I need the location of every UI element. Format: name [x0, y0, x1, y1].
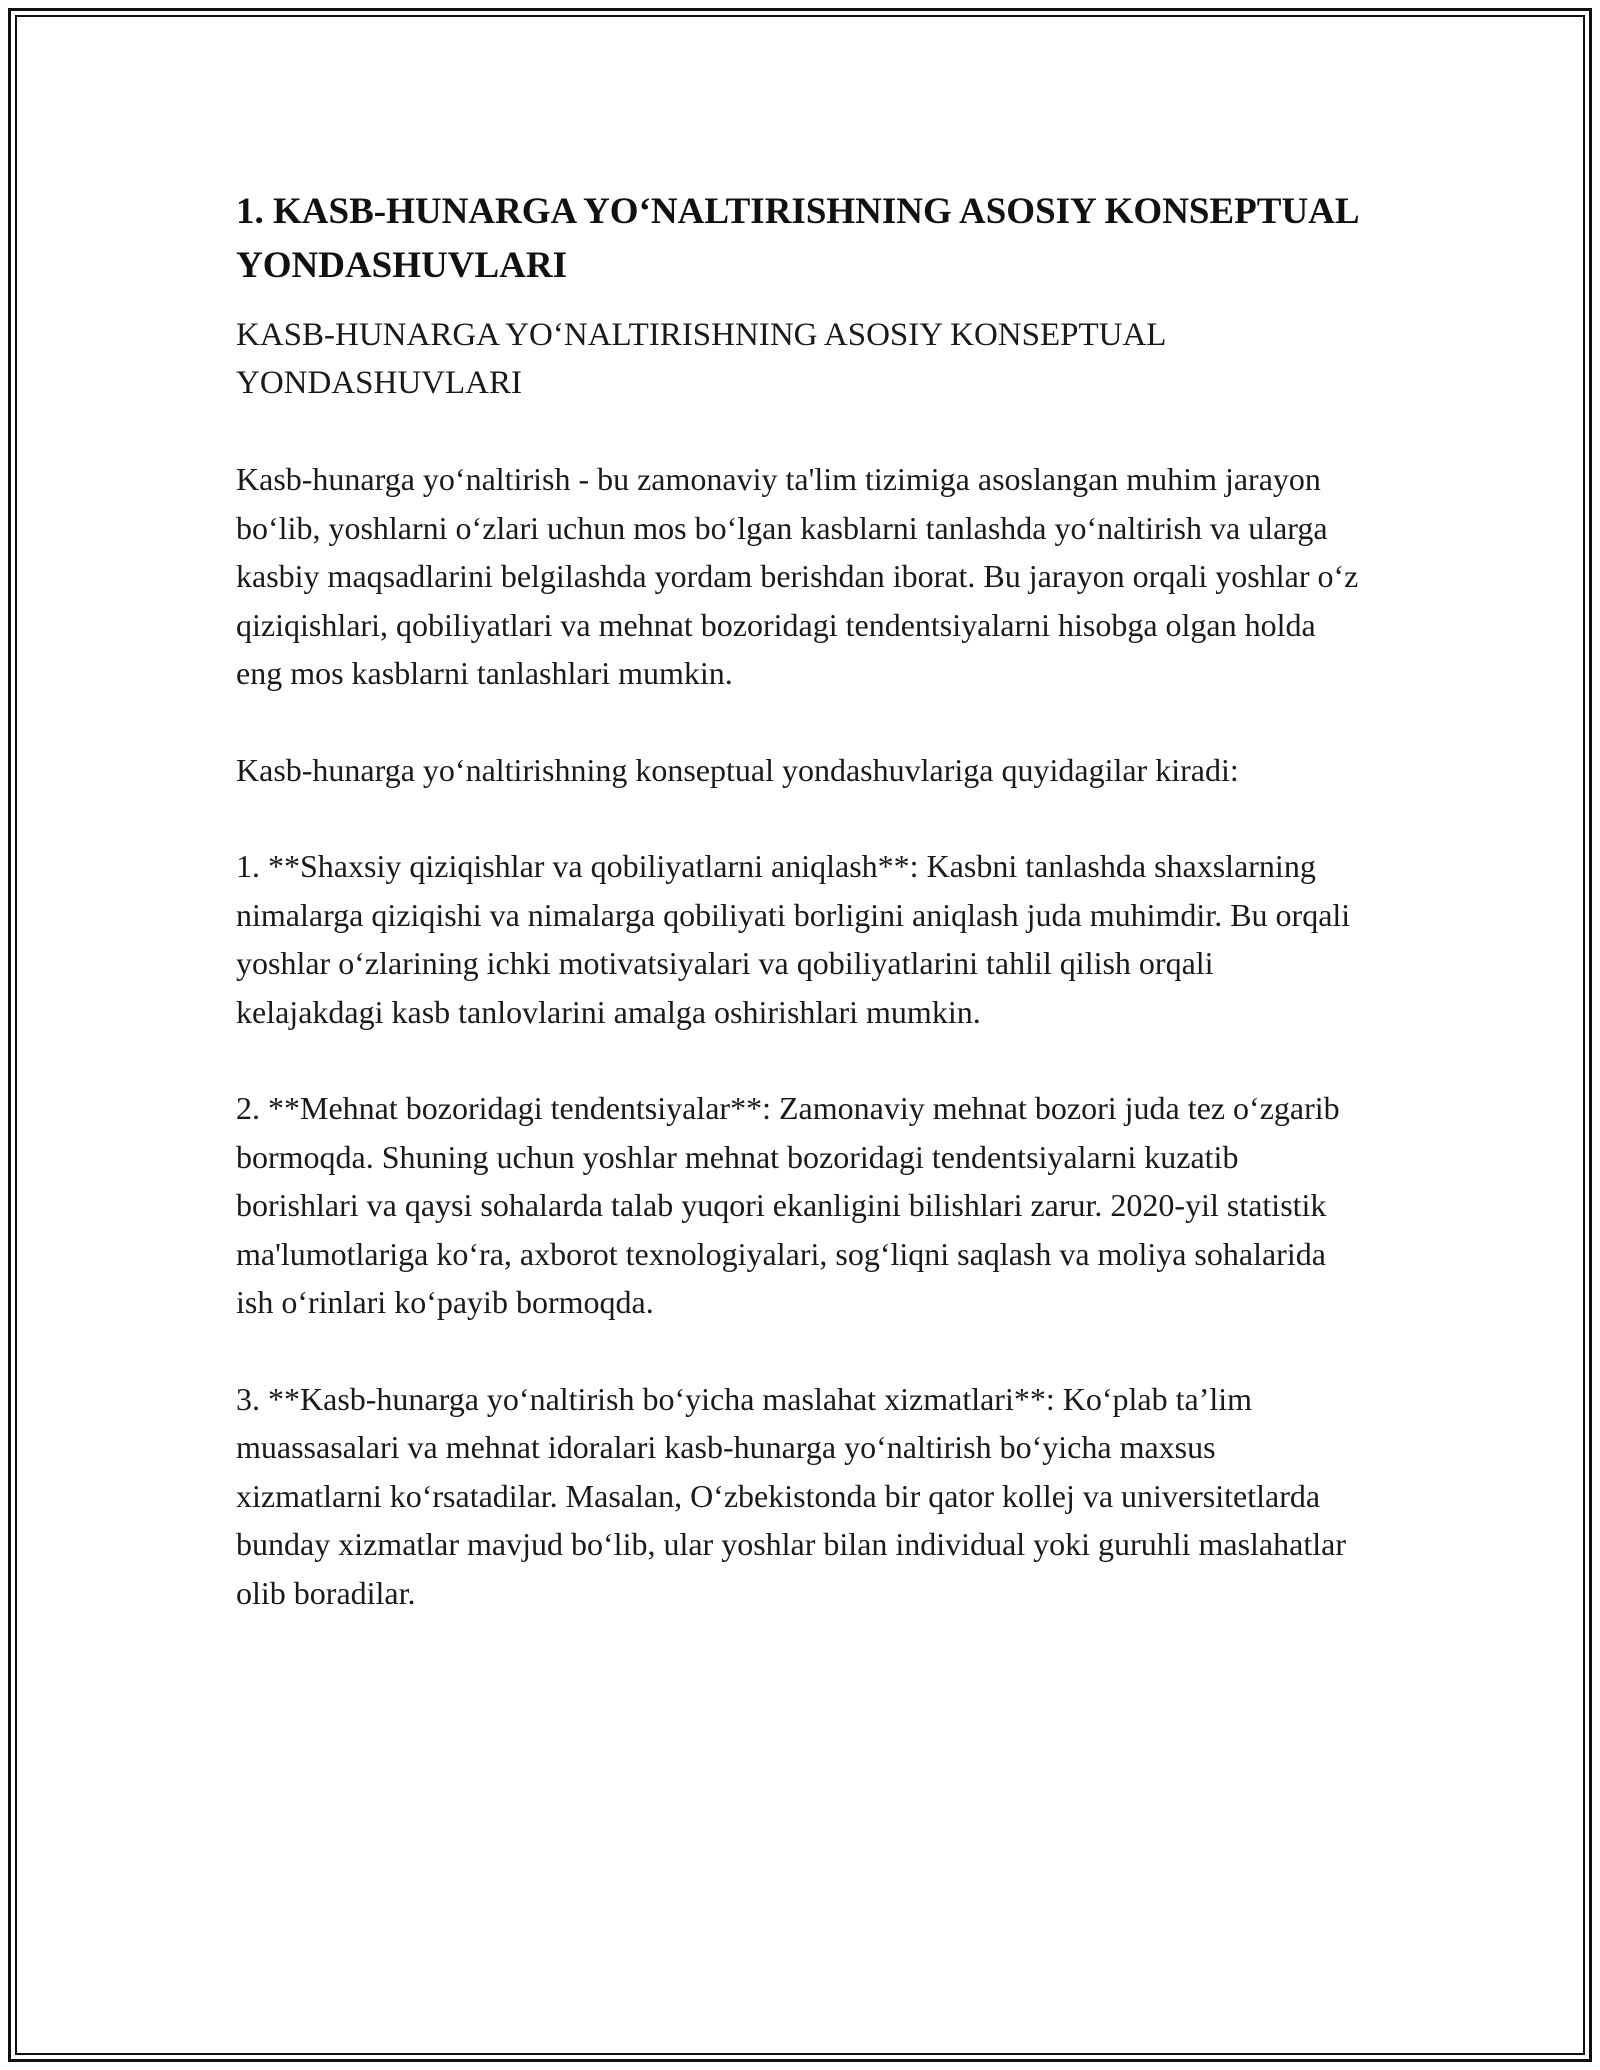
- document-body: [236, 185, 1366, 1617]
- paragraph-item-3: 3. **Kasb-hunarga yo‘naltirish bo‘yicha maslahat xizmatlari**: Ko‘plab ta’lim muassasalari va mehnat idoralari kasb-hunarga yo‘naltirish bo‘yicha maxsus xizmatlarni ko‘rsatadilar. Masalan, O‘zbekistonda bir qator kollej va universitetlarda bunday xizmatlar mavjud bo‘lib, ular yoshlar bilan individual yoki guruhli maslahatlar olib boradilar.: [236, 1380, 1346, 1611]
- paragraph-intro: Kasb-hunarga yo‘naltirish - bu zamonaviy ta'lim tizimiga asoslangan muhim jarayon bo‘lib, yoshlarni o‘zlari uchun mos bo‘lgan kasblarni tanlashda yo‘naltirish va ularga kasbiy maqsadlarini belgilashda yordam berishdan iborat. Bu jarayon orqali yoshlar o‘z qiziqishlari, qobiliyatlari va mehnat bozoridagi tendentsiyalarni hisobga olgan holda eng mos kasblarni tanlashlari mumkin.: [236, 461, 1359, 691]
- paragraph-item-2: 2. **Mehnat bozoridagi tendentsiyalar**: Zamonaviy mehnat bozori juda tez o‘zgarib bormoqda. Shuning uchun yoshlar mehnat bozoridagi tendentsiyalarni kuzatib borishlari va qaysi sohalarda talab yuqori ekanligini bilishlari zarur. 2020-yil statistik ma'lumotlariga ko‘ra, axborot texnologiyalari, sog‘liqni saqlash va moliya sohalarida ish o‘rinlari ko‘payib bormoqda.: [236, 1090, 1340, 1320]
- paragraph-list-intro: Kasb-hunarga yo‘naltirishning konseptual yondashuvlariga quyidagilar kiradi:: [236, 751, 1239, 788]
- paragraph-item-1: 1. **Shaxsiy qiziqishlar va qobiliyatlarni aniqlash**: Kasbni tanlashda shaxslarning nimalarga qiziqishi va nimalarga qobiliyati borligini aniqlash juda muhimdir. Bu orqali yoshlar o‘zlarining ichki motivatsiyalari va qobiliyatlarini tahlil qilish orqali kelajakdagi kasb tanlovlarini amalga oshirishlari mumkin.: [236, 848, 1351, 1030]
- document-subtitle: KASB-HUNARGA YO‘NALTIRISHNING ASOSIY KONSEPTUAL YONDASHUVLARI: [236, 317, 1166, 401]
- document-title: 1. KASB-HUNARGA YO‘NALTIRISHNING ASOSIY KONSEPTUAL YONDASHUVLARI: [236, 191, 1358, 286]
